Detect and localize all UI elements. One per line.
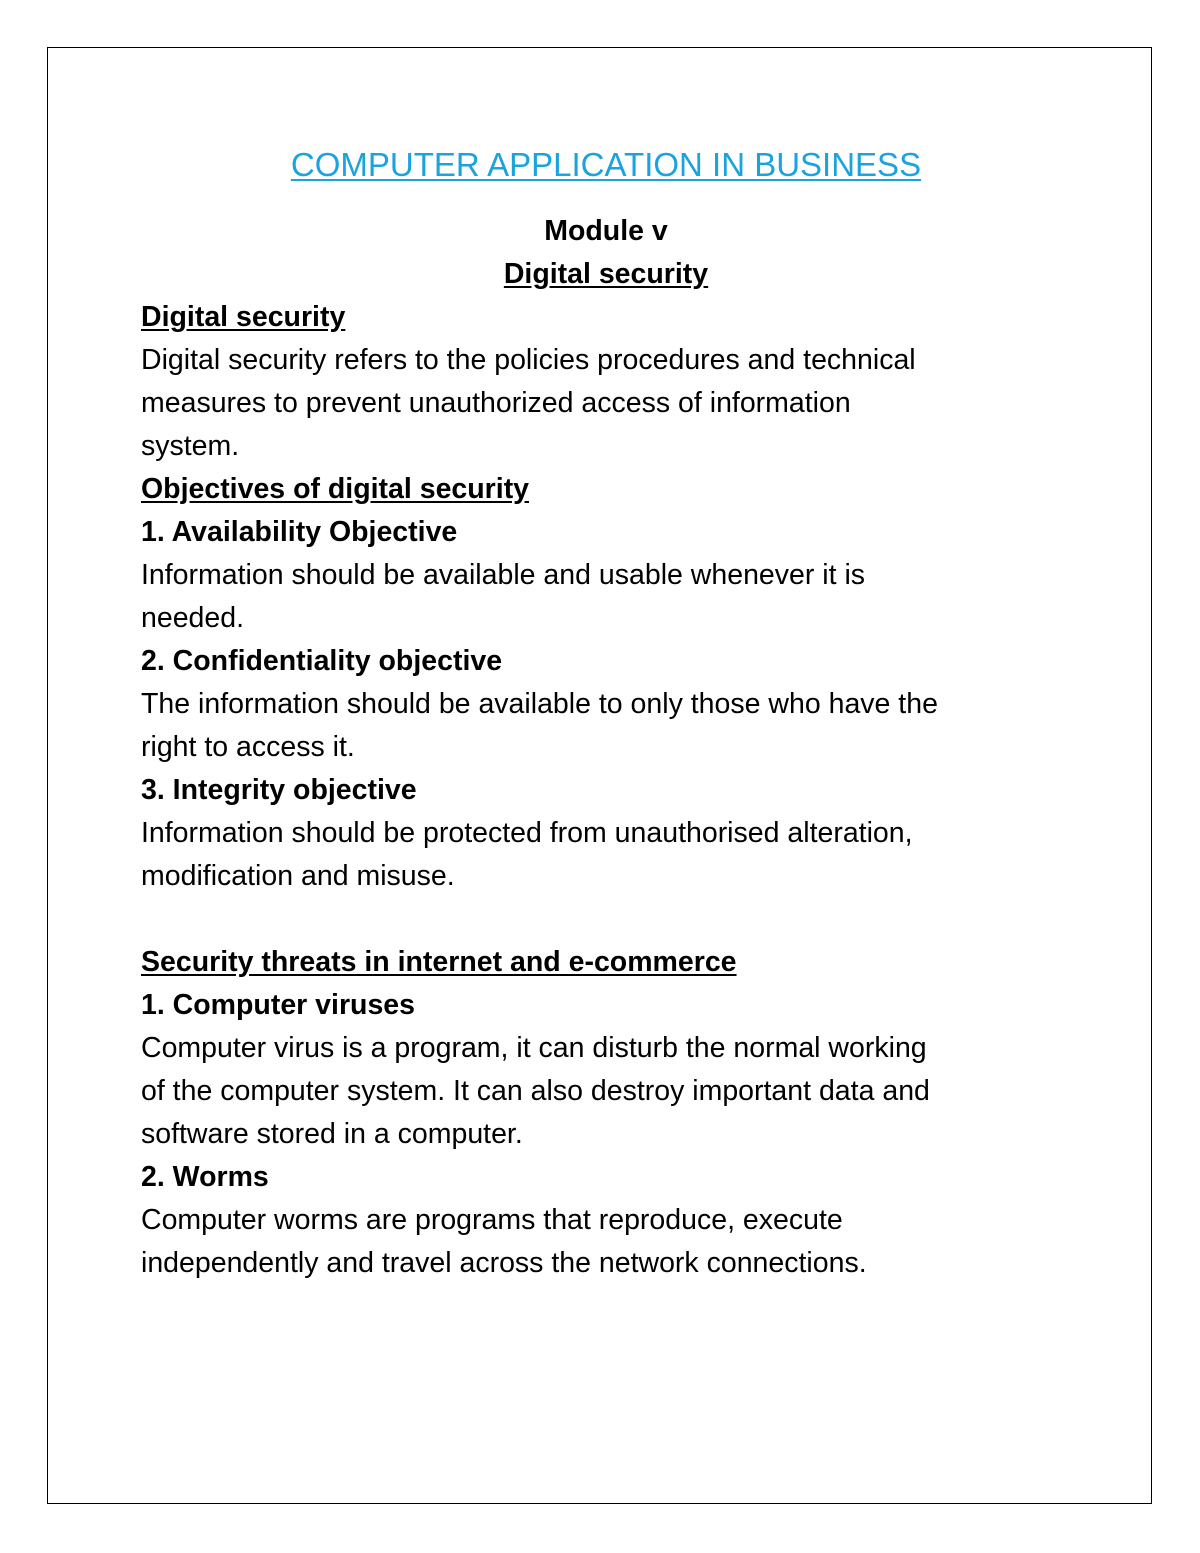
blank-line (141, 898, 1071, 941)
module-topic: Digital security (503, 258, 709, 290)
section-heading-objectives: Objectives of digital security (141, 473, 530, 505)
threat-line: independently and travel across the network connections. (141, 1247, 867, 1279)
objective-title: 3. Integrity objective (141, 774, 417, 806)
objective-line: Information should be available and usable whenever it is (141, 559, 866, 591)
threat-line: software stored in a computer. (141, 1118, 523, 1150)
document-body (141, 143, 1071, 1285)
section-heading-definition: Digital security (141, 301, 346, 333)
definition-line: measures to prevent unauthorized access of information (141, 387, 851, 419)
definition-line: system. (141, 430, 240, 462)
threat-line: Computer worms are programs that reproduce, execute (141, 1204, 843, 1236)
module-label: Module v (544, 215, 668, 247)
section-heading-threats: Security threats in internet and e-commerce (141, 946, 737, 978)
threat-title: 2. Worms (141, 1161, 269, 1193)
objective-title: 2. Confidentiality objective (141, 645, 503, 677)
objective-line: The information should be available to only those who have the (141, 688, 938, 720)
objective-line: right to access it. (141, 731, 355, 763)
objective-line: Information should be protected from unauthorised alteration, (141, 817, 913, 849)
threat-line: Computer virus is a program, it can disturb the normal working (141, 1032, 927, 1064)
threat-line: of the computer system. It can also destroy important data and (141, 1075, 930, 1107)
definition-line: Digital security refers to the policies procedures and technical (141, 344, 916, 376)
objective-title: 1. Availability Objective (141, 516, 458, 548)
threat-title: 1. Computer viruses (141, 989, 416, 1021)
objective-line: needed. (141, 602, 245, 634)
document-title: COMPUTER APPLICATION IN BUSINESS (290, 146, 922, 183)
objective-line: modification and misuse. (141, 860, 455, 892)
